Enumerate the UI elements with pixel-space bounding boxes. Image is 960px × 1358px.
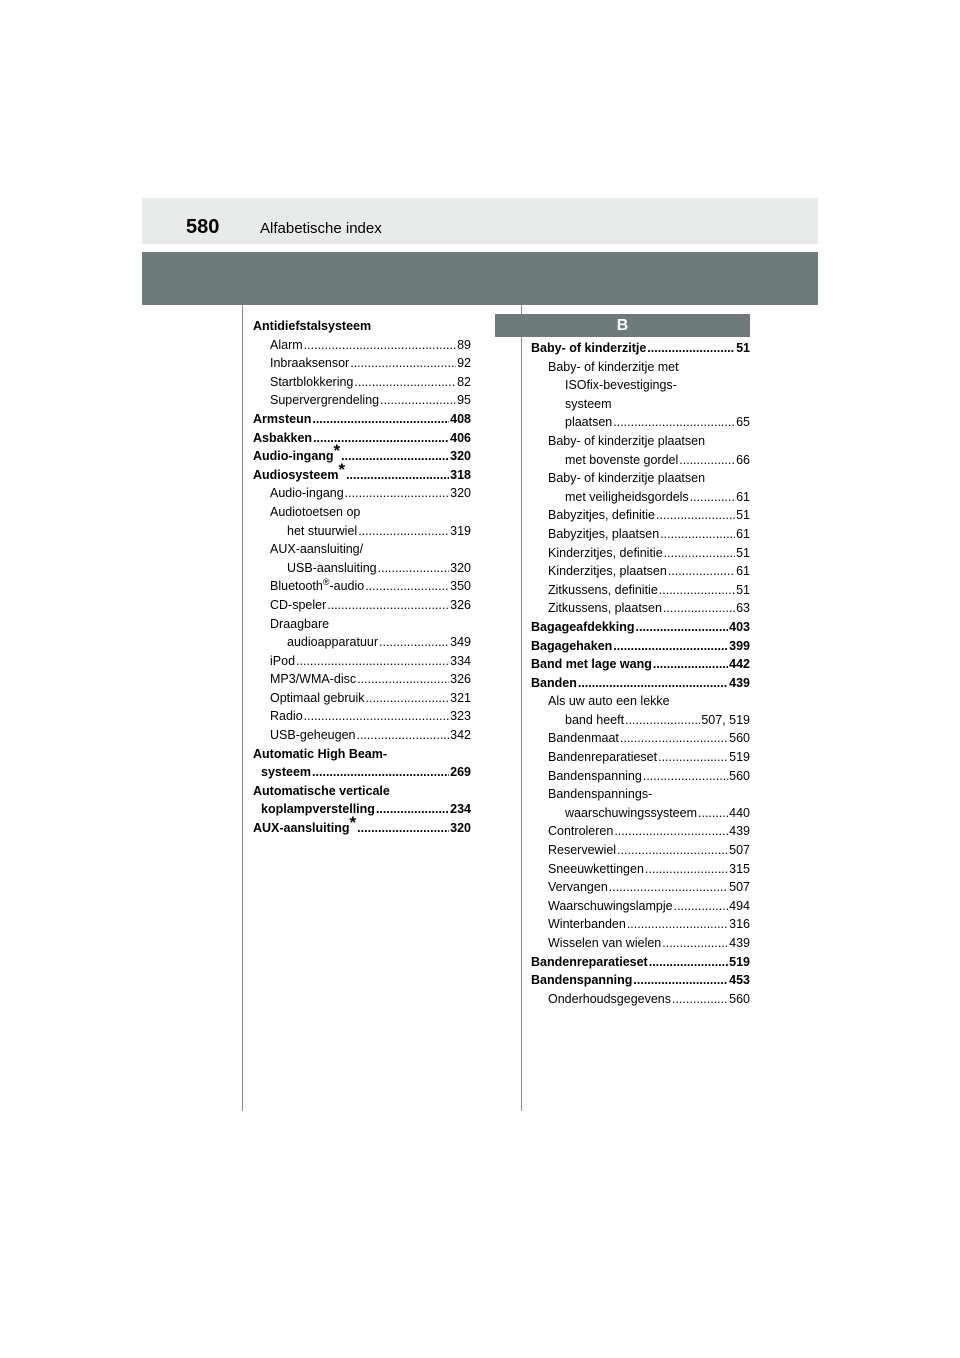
page-ref: 315 <box>729 861 750 876</box>
page-ref: 89 <box>457 337 471 352</box>
index-subentry: iPod ..... 334 <box>253 652 471 671</box>
page-ref: 334 <box>450 653 471 668</box>
index-subentry: MP3/WMA-disc ..... 326 <box>253 670 471 689</box>
page-ref: 320 <box>450 449 471 464</box>
index-subentry: Waarschuwingslampje ..... 494 <box>531 897 750 916</box>
index-subentry: Vervangen ..... 507 <box>531 878 750 897</box>
footnote-star: * <box>349 812 357 832</box>
index-entry: Automatische verticale koplampverstelling ..... 234 <box>253 782 471 819</box>
page-ref: 66 <box>736 452 750 467</box>
index-entry: AUX-aansluiting* ..... 320 <box>253 819 471 838</box>
index-subentry: Sneeuwkettingen ..... 315 <box>531 860 750 879</box>
page-ref: 269 <box>450 765 471 780</box>
index-entry: Armsteun ..... 408 <box>253 410 471 429</box>
page-ref: 507 <box>729 880 750 895</box>
index-entry <box>253 317 471 336</box>
index-subentry: Inbraaksensor ..... 92 <box>253 354 471 373</box>
page-ref: 350 <box>450 579 471 594</box>
page-ref: 453 <box>729 973 750 988</box>
index-subentry: Zitkussens, definitie ..... 51 <box>531 581 750 600</box>
page-ref: 349 <box>450 635 471 650</box>
index-subentry: Audiotoetsen op het stuurwiel ..... 319 <box>253 503 471 540</box>
page-ref: 439 <box>729 936 750 950</box>
page-header <box>142 198 818 244</box>
header-band <box>142 252 818 305</box>
index-subentry: Baby- of kinderzitje met ISOfix-bevestigings- systeem plaatsen ..... 65 <box>531 358 750 432</box>
index-subentry: Bluetooth®-audio ..... 350 <box>253 577 471 596</box>
index-subentry: Baby- of kinderzitje plaatsen met veiligheidsgordels ..... 61 <box>531 469 750 506</box>
page-ref: 560 <box>729 991 750 1006</box>
index-entry: Baby- of kinderzitje ..... 51 <box>531 339 750 358</box>
column-rule-left <box>242 305 243 1111</box>
page-ref: 319 <box>450 523 471 538</box>
index-subentry: Onderhoudsgegevens ..... 560 <box>531 990 750 1009</box>
index-entry: Banden ..... 439 <box>531 674 750 693</box>
page-ref: 95 <box>457 393 471 408</box>
page-ref: 82 <box>457 374 471 389</box>
page-ref: 439 <box>729 824 750 839</box>
page-ref: 316 <box>729 917 750 932</box>
index-subentry: Als uw auto een lekke band heeft ..... 507, 519 <box>531 692 750 729</box>
page-ref: 323 <box>450 709 471 724</box>
page-number: 580 <box>186 216 220 238</box>
page-ref: 51 <box>736 508 750 523</box>
page-ref: 61 <box>736 489 750 504</box>
index-subentry: Supervergrendeling ..... 95 <box>253 391 471 410</box>
index-subentry: Kinderzitjes, definitie ..... 51 <box>531 544 750 563</box>
index-subentry: Bandenspannings- waarschuwingssysteem ..... 440 <box>531 785 750 822</box>
page-ref: 439 <box>729 675 750 690</box>
page-ref: 507 <box>729 843 750 858</box>
index-entry: Audiosysteem* ..... 318 <box>253 466 471 485</box>
index-subentry: Zitkussens, plaatsen ..... 63 <box>531 599 750 618</box>
index-subentry: Babyzitjes, definitie ..... 51 <box>531 506 750 525</box>
page-ref: 442 <box>729 657 750 672</box>
page-ref: 61 <box>736 564 750 579</box>
index-subentry: Audio-ingang ..... 320 <box>253 484 471 503</box>
index-subentry: AUX-aansluiting/ USB-aansluiting ..... 320 <box>253 540 471 577</box>
page-ref: 51 <box>736 582 750 597</box>
index-subentry: Baby- of kinderzitje plaatsen met bovenste gordel ..... 66 <box>531 432 750 469</box>
footnote-star: * <box>333 441 341 460</box>
index-subentry: Bandenspanning ..... 560 <box>531 767 750 786</box>
index-subentry: Winterbanden ..... 316 <box>531 915 750 934</box>
index-column-right <box>531 339 750 1008</box>
page-ref: 61 <box>736 526 750 541</box>
index-entry: Bagagehaken ..... 399 <box>531 637 750 656</box>
page-ref: 399 <box>729 638 750 653</box>
index-subentry: CD-speler ..... 326 <box>253 596 471 615</box>
page-title: Alfabetische index <box>260 220 382 237</box>
page-ref: 560 <box>729 731 750 746</box>
page-ref: 519 <box>729 750 750 765</box>
page-ref: 320 <box>450 560 471 575</box>
page-ref: 92 <box>457 356 471 371</box>
index-subentry: Optimaal gebruik ..... 321 <box>253 689 471 708</box>
index-subentry: Startblokkering ..... 82 <box>253 373 471 392</box>
page-ref: 494 <box>729 898 750 913</box>
section-letter-tab: B <box>495 314 750 337</box>
index-subentry: Alarm ..... 89 <box>253 336 471 355</box>
index-subentry: Controleren ..... 439 <box>531 822 750 841</box>
index-subentry: Wisselen van wielen ..... 439 <box>531 934 750 953</box>
index-entry: Bandenreparatieset ..... 519 <box>531 953 750 972</box>
page-ref: 342 <box>450 728 471 743</box>
page-ref: 326 <box>450 597 471 612</box>
page-ref: 406 <box>450 430 471 445</box>
page-ref: 51 <box>736 341 750 355</box>
index-entry: Audio-ingang* ..... 320 <box>253 447 471 466</box>
page-ref: 65 <box>736 415 750 430</box>
entry-label: Antidiefstalsysteem <box>253 319 372 333</box>
index-subentry: Reservewiel ..... 507 <box>531 841 750 860</box>
page-ref: 51 <box>736 545 750 560</box>
index-subentry: Radio ..... 323 <box>253 707 471 726</box>
page-ref: 560 <box>729 768 750 783</box>
page-ref: 507, 519 <box>701 712 750 727</box>
index-entry: Band met lage wang ..... 442 <box>531 655 750 674</box>
page-ref: 234 <box>450 802 471 817</box>
page-ref: 440 <box>729 805 750 820</box>
index-entry: Bagageafdekking ..... 403 <box>531 618 750 637</box>
page-ref: 403 <box>729 619 750 634</box>
page-ref: 320 <box>450 486 471 501</box>
page-ref: 321 <box>450 690 471 705</box>
index-subentry: Babyzitjes, plaatsen ..... 61 <box>531 525 750 544</box>
footnote-star: * <box>338 459 346 479</box>
index-subentry: Kinderzitjes, plaatsen ..... 61 <box>531 562 750 581</box>
column-rule-middle <box>521 305 522 1111</box>
index-subentry: Bandenreparatieset ..... 519 <box>531 748 750 767</box>
page-ref: 519 <box>729 954 750 969</box>
page-ref: 326 <box>450 672 471 687</box>
index-subentry: Bandenmaat ..... 560 <box>531 729 750 748</box>
index-column-left <box>253 317 471 838</box>
index-subentry: Draagbare audioapparatuur ..... 349 <box>253 615 471 652</box>
page-ref: 63 <box>736 601 750 616</box>
page-ref: 408 <box>450 411 471 426</box>
page-ref: 320 <box>450 821 471 836</box>
index-entry: Asbakken ..... 406 <box>253 429 471 448</box>
index-entry: Automatic High Beam- systeem ..... 269 <box>253 745 471 782</box>
index-subentry: USB-geheugen ..... 342 <box>253 726 471 745</box>
index-entry: Bandenspanning ..... 453 <box>531 971 750 990</box>
page-ref: 318 <box>450 467 471 482</box>
